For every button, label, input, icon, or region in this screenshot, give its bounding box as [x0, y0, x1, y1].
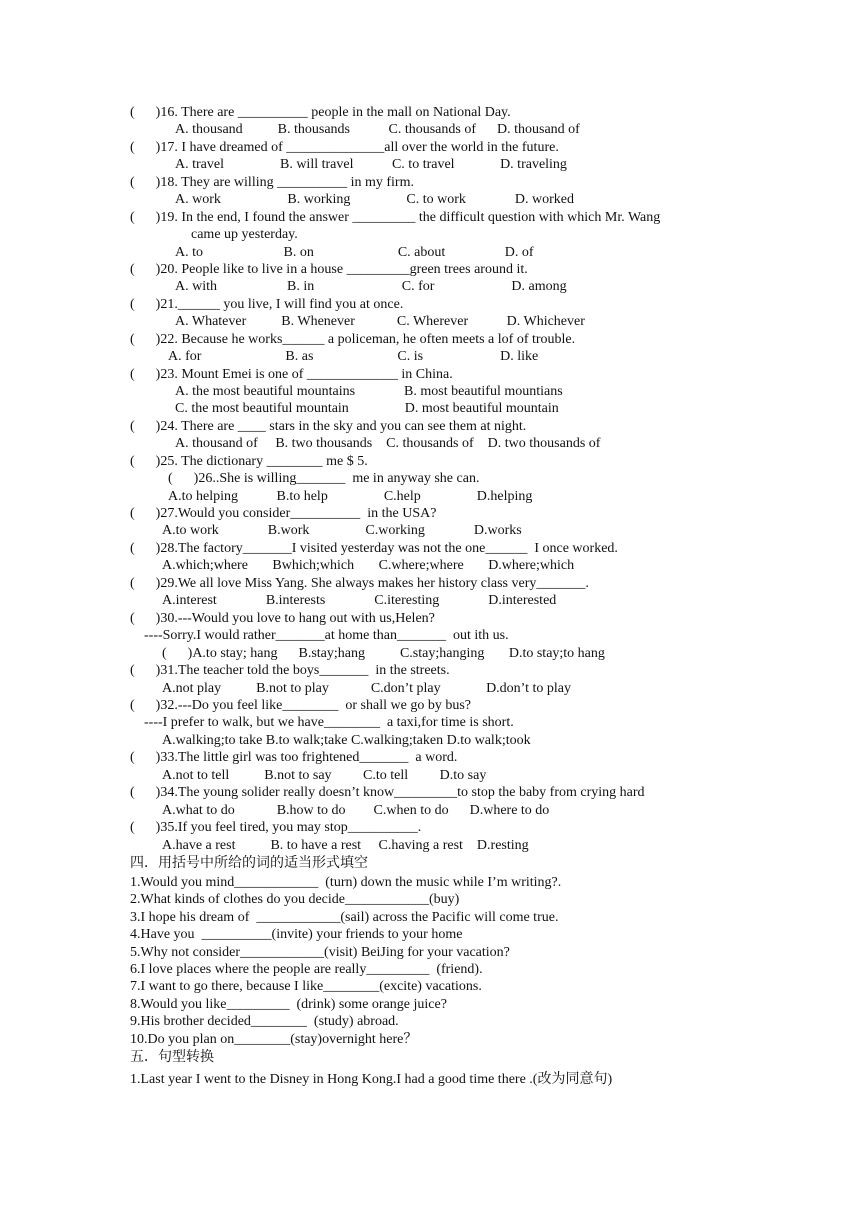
text-line: 6.I love places where the people are really_________ (friend). [130, 962, 483, 977]
text-line: 7.I want to go there, because I like________(excite) vacations. [130, 979, 482, 994]
text-line: A.to work B.work C.working D.works [162, 523, 522, 538]
text-line: A. the most beautiful mountains B. most beautiful mountians [175, 384, 563, 399]
text-line: ( )A.to stay; hang B.stay;hang C.stay;hanging D.to stay;to hang [162, 646, 605, 661]
text-line: ( )22. Because he works______ a policeman, he often meets a lof of trouble. [130, 332, 576, 347]
text-line: A.not to tell B.not to say C.to tell D.to say [162, 768, 487, 783]
text-line: ( )29.We all love Miss Yang. She always makes her history class very_______. [130, 576, 589, 591]
text-line: ( )28.The factory_______I visited yesterday was not the one______ I once worked. [130, 541, 618, 556]
text-line: 9.His brother decided________ (study) abroad. [130, 1014, 399, 1029]
text-line: ( )16. There are __________ people in the mall on National Day. [130, 105, 511, 120]
text-line: ( )25. The dictionary ________ me $ 5. [130, 454, 368, 469]
text-line: 2.What kinds of clothes do you decide____________(buy) [130, 892, 460, 907]
text-line: ( )23. Mount Emei is one of _____________ in China. [130, 367, 453, 382]
text-line: ( )27.Would you consider__________ in the USA? [130, 506, 437, 521]
text-line: ( )17. I have dreamed of ______________all over the world in the future. [130, 140, 559, 155]
text-line: 4.Have you __________(invite) your friends to your home [130, 927, 463, 942]
text-line: ( )24. There are ____ stars in the sky and you can see them at night. [130, 419, 527, 434]
text-line: ( )31.The teacher told the boys_______ in the streets. [130, 663, 450, 678]
text-line: A.to helping B.to help C.help D.helping [168, 489, 533, 504]
text-line: A. work B. working C. to work D. worked [175, 192, 574, 207]
text-line: 四．用括号中所给的词的适当形式填空 [130, 856, 368, 871]
text-line: A.walking;to take B.to walk;take C.walking;taken D.to walk;took [162, 733, 531, 748]
text-line: came up yesterday. [191, 227, 298, 242]
text-line: A. thousand of B. two thousands C. thousands of D. two thousands of [175, 436, 601, 451]
text-line: ( )18. They are willing __________ in my firm. [130, 175, 414, 190]
text-line: 1.Last year I went to the Disney in Hong Kong.I had a good time there .(改为同意句) [130, 1072, 613, 1087]
text-line: C. the most beautiful mountain D. most beautiful mountain [175, 401, 559, 416]
text-line: 10.Do you plan on________(stay)overnight here？ [130, 1032, 418, 1047]
text-line: A. with B. in C. for D. among [175, 279, 567, 294]
text-line: A. for B. as C. is D. like [168, 349, 539, 364]
text-line: A.which;where Bwhich;which C.where;where D.where;which [162, 558, 575, 573]
text-line: A. travel B. will travel C. to travel D. traveling [175, 157, 567, 172]
text-line: 1.Would you mind____________ (turn) down the music while I’m writing?. [130, 875, 562, 890]
text-line: ( )33.The little girl was too frightened_______ a word. [130, 750, 458, 765]
text-line: ( )20. People like to live in a house _________green trees around it. [130, 262, 528, 277]
text-line: ( )30.---Would you love to hang out with us,Helen? [130, 611, 435, 626]
text-line: A. Whatever B. Whenever C. Wherever D. Whichever [175, 314, 585, 329]
text-line: A. to B. on C. about D. of [175, 245, 534, 260]
text-line: 8.Would you like_________ (drink) some orange juice? [130, 997, 447, 1012]
text-line: A.interest B.interests C.iteresting D.interested [162, 593, 557, 608]
text-line: ( )21.______ you live, I will find you at once. [130, 297, 404, 312]
text-line: ( )34.The young solider really doesn’t know_________to stop the baby from crying hard [130, 785, 645, 800]
text-line: ( )26..She is willing_______ me in anyway she can. [168, 471, 480, 486]
text-line: ----Sorry.I would rather_______at home than_______ out ith us. [144, 628, 509, 643]
text-line: 5.Why not consider____________(visit) BeiJing for your vacation? [130, 945, 510, 960]
text-line: A.what to do B.how to do C.when to do D.where to do [162, 803, 550, 818]
text-line: 五．句型转换 [130, 1050, 214, 1065]
text-line: ----I prefer to walk, but we have________ a taxi,for time is short. [144, 715, 514, 730]
text-line: ( )19. In the end, I found the answer _________ the difficult question with which Mr. Wang [130, 210, 661, 225]
text-line: A.have a rest B. to have a rest C.having a rest D.resting [162, 838, 529, 853]
text-line: ( )35.If you feel tired, you may stop__________. [130, 820, 422, 835]
text-line: A. thousand B. thousands C. thousands of D. thousand of [175, 122, 580, 137]
text-line: A.not play B.not to play C.don’t play D.don’t to play [162, 681, 571, 696]
text-line: 3.I hope his dream of ____________(sail) across the Pacific will come true. [130, 910, 559, 925]
text-line: ( )32.---Do you feel like________ or shall we go by bus? [130, 698, 471, 713]
